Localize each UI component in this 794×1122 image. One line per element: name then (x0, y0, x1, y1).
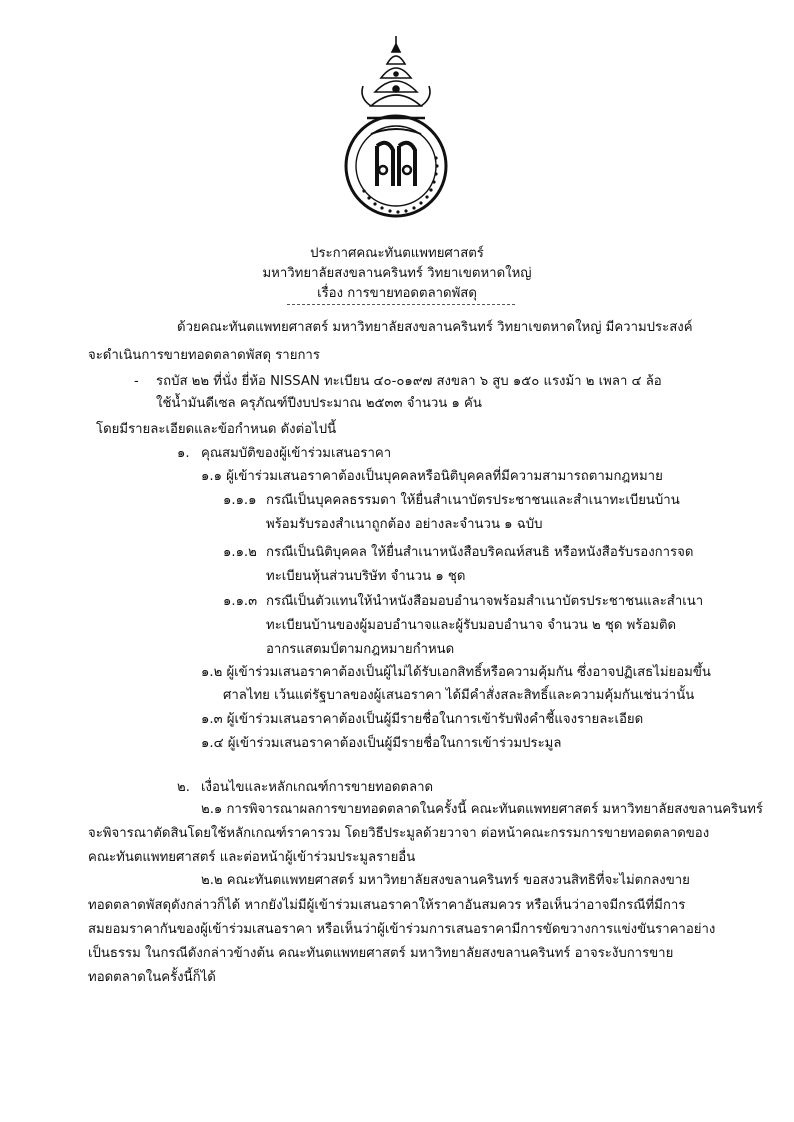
intro-paragraph-line-2: จะดำเนินการขายทอดตลาดพัสดุ รายการ (88, 348, 320, 363)
clause-1-1-1-number: ๑.๑.๑ (223, 493, 257, 508)
clause-2-2-line-4: เป็นธรรม ในกรณีดังกล่าวข้างต้น คณะทันตแพทยศาสตร์ มหาวิทยาลัยสงขลานครินทร์ อาจระงับการขาย (88, 946, 674, 961)
intro-paragraph-line-1: ด้วยคณะทันตแพทยศาสตร์ มหาวิทยาลัยสงขลานครินทร์ วิทยาเขตหาดใหญ่ มีความประสงค์ (177, 320, 693, 335)
clause-2-2-line-2: ทอดตลาดพัสดุดังกล่าวก็ได้ หากยังไม่มีผู้เข้าร่วมเสนอราคาให้ราคาอันสมควร หรือเห็นว่าอาจมีกรณีที่มีการ (88, 898, 686, 913)
clause-2-2-line-5: ทอดตลาดในครั้งนี้ก็ได้ (88, 970, 216, 985)
item-description-line-1: รถบัส ๒๒ ที่นั่ง ยี่ห้อ NISSAN ทะเบียน ๔๐-๐๑๙๗ สงขลา ๖ สูบ ๑๕๐ แรงม้า ๒ เพลา ๔ ล้อ (156, 374, 662, 389)
section-2-heading: เงื่อนไขและหลักเกณฑ์การขายทอดตลาด (201, 780, 434, 795)
clause-1-2-line-2: ศาลไทย เว้นแต่รัฐบาลของผู้เสนอราคา ได้มีคำสั่งสละสิทธิ์และความคุ้มกันเช่นว่านั้น (223, 688, 695, 703)
clause-1-1-3-number: ๑.๑.๓ (223, 594, 258, 609)
clause-2-1-line-2: จะพิจารณาตัดสินโดยใช้หลักเกณฑ์ราคารวม โดยวิธีประมูลด้วยวาจา ต่อหน้าคณะกรรมการขายทอดตลาดของ (88, 826, 710, 841)
subject-line: เรื่อง การขายทอดตลาดพัสดุ (317, 286, 477, 301)
clause-1-1: ๑.๑ ผู้เข้าร่วมเสนอราคาต้องเป็นบุคคลหรือนิติบุคคลที่มีความสามารถตามกฎหมาย (201, 469, 663, 484)
clause-1-1-1-line-1: กรณีเป็นบุคคลธรรมดา ให้ยื่นสำเนาบัตรประชาชนและสำเนาทะเบียนบ้าน (266, 493, 680, 508)
university-seal-logo (341, 34, 451, 226)
announcement-title: ประกาศคณะทันตแพทยศาสตร์ (310, 246, 484, 261)
intro-paragraph-line-3: โดยมีรายละเอียดและข้อกำหนด ดังต่อไปนี้ (96, 422, 337, 437)
clause-1-1-2-number: ๑.๑.๒ (223, 545, 257, 560)
clause-1-1-3-line-3: อากรแสตมป์ตามกฎหมายกำหนด (266, 642, 455, 657)
university-campus-line: มหาวิทยาลัยสงขลานครินทร์ วิทยาเขตหาดใหญ่ (262, 266, 532, 281)
clause-1-1-2-line-1: กรณีเป็นนิติบุคคล ให้ยื่นสำเนาหนังสือบริคณห์สนธิ หรือหนังสือรับรองการจด (266, 545, 694, 560)
section-1-heading: คุณสมบัติของผู้เข้าร่วมเสนอราคา (201, 446, 392, 461)
section-1-number: ๑. (177, 446, 190, 461)
clause-1-1-3-line-2: ทะเบียนบ้านของผู้มอบอำนาจและผู้รับมอบอำนาจ จำนวน ๒ ชุด พร้อมติด (266, 618, 677, 633)
clause-1-2-line-1: ๑.๒ ผู้เข้าร่วมเสนอราคาต้องเป็นผู้ไม่ได้รับเอกสิทธิ์หรือความคุ้มกัน ซึ่งอาจปฏิเสธไม่ยอมขึ้น (201, 665, 711, 680)
section-2-number: ๒. (177, 780, 190, 795)
clause-2-2-line-3: สมยอมราคากันของผู้เข้าร่วมเสนอราคา หรือเห็นว่าผู้เข้าร่วมการเสนอราคามีการขัดขวางการแข่งขันราคาอย่าง (88, 922, 716, 937)
clause-1-1-1-line-2: พร้อมรับรองสำเนาถูกต้อง อย่างละจำนวน ๑ ฉบับ (266, 517, 543, 532)
clause-2-1-line-1: ๒.๑ การพิจารณาผลการขายทอดตลาดในครั้งนี้ คณะทันตแพทยศาสตร์ มหาวิทยาลัยสงขลานครินทร์ (201, 802, 763, 817)
clause-1-1-2-line-2: ทะเบียนหุ้นส่วนบริษัท จำนวน ๑ ชุด (266, 569, 466, 584)
clause-2-1-line-3: คณะทันตแพทยศาสตร์ และต่อหน้าผู้เข้าร่วมประมูลรายอื่น (88, 850, 416, 865)
item-bullet: - (134, 374, 139, 389)
clause-1-3: ๑.๓ ผู้เข้าร่วมเสนอราคาต้องเป็นผู้มีรายชื่อในการเข้ารับฟังคำชี้แจงรายละเอียด (201, 712, 644, 727)
clause-1-4: ๑.๔ ผู้เข้าร่วมเสนอราคาต้องเป็นผู้มีรายชื่อในการเข้าร่วมประมูล (201, 736, 562, 751)
clause-1-1-3-line-1: กรณีเป็นตัวแทนให้นำหนังสือมอบอำนาจพร้อมสำเนาบัตรประชาชนและสำเนา (266, 594, 704, 609)
header-divider (287, 304, 515, 305)
clause-2-2-line-1: ๒.๒ คณะทันตแพทยศาสตร์ มหาวิทยาลัยสงขลานครินทร์ ขอสงวนสิทธิที่จะไม่ตกลงขาย (201, 873, 690, 888)
item-description-line-2: ใช้น้ำมันดีเซล ครุภัณฑ์ปีงบประมาณ ๒๕๓๓ จำนวน ๑ คัน (156, 396, 482, 411)
